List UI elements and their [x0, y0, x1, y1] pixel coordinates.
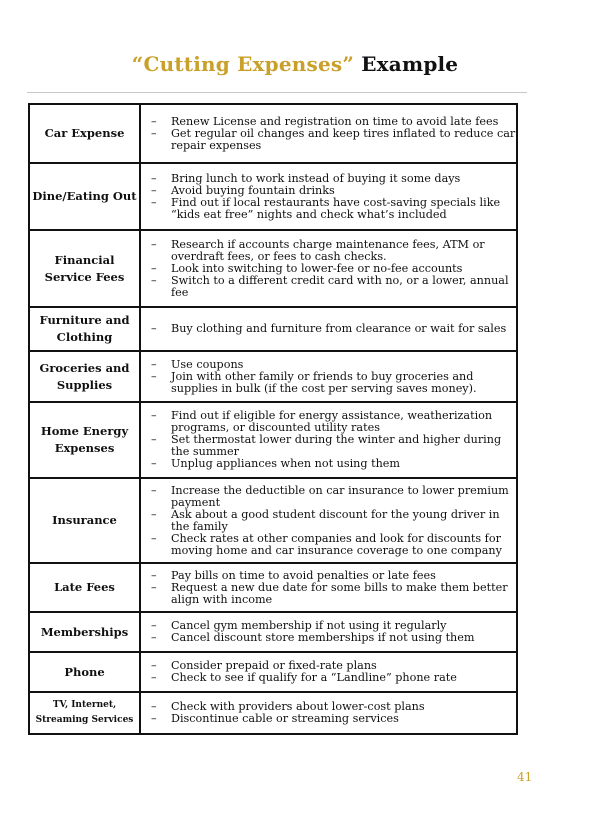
page-title [0, 52, 590, 76]
category-cell: Financial Service Fees [29, 230, 140, 307]
tips-cell [140, 230, 517, 307]
tip-text: Look into switching to lower-fee or no-fee accounts [171, 261, 463, 275]
list-item [141, 632, 516, 644]
tips-cell [140, 692, 517, 734]
tips-cell [140, 307, 517, 351]
list-item [141, 582, 516, 606]
list-item [141, 672, 516, 684]
table-row [29, 652, 517, 692]
tips-cell [140, 612, 517, 652]
tips-cell [140, 402, 517, 478]
tips-list [141, 239, 516, 299]
list-item [141, 485, 516, 509]
dash-bullet-icon: – [151, 671, 157, 684]
dash-bullet-icon: – [151, 409, 157, 422]
tip-text: Research if accounts charge maintenance fees, ATM or overdraft fees, or fees to cash checks. [171, 237, 485, 263]
table-row [29, 692, 517, 734]
tips-list [141, 485, 516, 557]
tip-text: Check rates at other companies and look for discounts for moving home and car insurance coverage to one company [171, 531, 502, 557]
table-row [29, 307, 517, 351]
list-item [141, 434, 516, 458]
title-highlight: Cutting Expenses [143, 52, 343, 76]
tips-list [141, 570, 516, 606]
expenses-table-body [29, 104, 517, 734]
category-cell: Phone [29, 652, 140, 692]
page-number: 41 [517, 770, 533, 784]
dash-bullet-icon: – [151, 483, 157, 497]
tip-text: Join with other family or friends to buy groceries and supplies in bulk (if the cost per serving saves money). [171, 369, 477, 395]
tip-text: Use coupons [171, 357, 244, 371]
tips-list [141, 660, 516, 684]
dash-bullet-icon: – [151, 369, 157, 383]
table-row [29, 402, 517, 478]
dash-bullet-icon: – [151, 531, 157, 545]
list-item [141, 713, 516, 725]
dash-bullet-icon: – [151, 700, 157, 713]
table-row [29, 104, 517, 163]
table-row [29, 163, 517, 230]
tip-text: Switch to a different credit card with no, or a lower, annual fee [171, 273, 509, 299]
category-cell: Late Fees [29, 563, 140, 612]
tip-text: Renew License and registration on time to avoid late fees [171, 114, 499, 128]
dash-bullet-icon: – [151, 631, 157, 644]
list-item [141, 128, 516, 152]
list-item [141, 533, 516, 557]
list-item [141, 275, 516, 299]
tip-text: Check with providers about lower-cost plans [171, 700, 425, 713]
dash-bullet-icon: – [151, 126, 157, 140]
tip-text: Request a new due date for some bills to make them better align with income [171, 580, 508, 606]
category-cell: Furniture and Clothing [29, 307, 140, 351]
tips-list [141, 359, 516, 395]
list-item [141, 197, 516, 221]
list-item [141, 239, 516, 263]
title-divider [27, 92, 527, 93]
dash-bullet-icon: – [151, 171, 157, 185]
dash-bullet-icon: – [151, 261, 157, 275]
category-cell: Home Energy Expenses [29, 402, 140, 478]
table-row [29, 612, 517, 652]
dash-bullet-icon: – [151, 114, 157, 128]
tips-cell [140, 104, 517, 163]
list-item [141, 458, 516, 470]
list-item [141, 371, 516, 395]
tips-list [141, 323, 516, 335]
tip-text: Find out if eligible for energy assistance, weatherization programs, or discounted utility rates [171, 409, 493, 434]
tip-text: Pay bills on time to avoid penalties or late fees [171, 568, 436, 582]
title-open-quote: “ [131, 52, 144, 76]
list-item [141, 509, 516, 533]
category-cell: Car Expense [29, 104, 140, 163]
dash-bullet-icon: – [151, 580, 157, 594]
tip-text: Consider prepaid or fixed-rate plans [171, 659, 377, 672]
tips-list [141, 116, 516, 152]
tip-text: Bring lunch to work instead of buying it some days [171, 171, 461, 185]
title-suffix: Example [354, 52, 459, 76]
dash-bullet-icon: – [151, 659, 157, 672]
tip-text: Buy clothing and furniture from clearance or wait for sales [171, 322, 507, 335]
tip-text: Increase the deductible on car insurance to lower premium payment [171, 483, 509, 509]
list-item [141, 323, 516, 335]
dash-bullet-icon: – [151, 507, 157, 521]
dash-bullet-icon: – [151, 183, 157, 197]
category-cell: Insurance [29, 478, 140, 563]
category-cell: Groceries and Supplies [29, 351, 140, 402]
tips-list [141, 173, 516, 221]
tip-text: Set thermostat lower during the winter and higher during the summer [171, 433, 502, 458]
tips-cell [140, 563, 517, 612]
tip-text: Get regular oil changes and keep tires inflated to reduce car repair expenses [171, 126, 516, 152]
category-cell: Memberships [29, 612, 140, 652]
tip-text: Ask about a good student discount for the young driver in the family [171, 507, 500, 533]
tip-text: Check to see if qualify for a “Landline” phone rate [171, 671, 457, 684]
tips-cell [140, 478, 517, 563]
tip-text: Cancel gym membership if not using it regularly [171, 619, 447, 632]
tip-text: Unplug appliances when not using them [171, 457, 401, 470]
category-cell: TV, Internet, Streaming Services [29, 692, 140, 734]
table-row [29, 478, 517, 563]
category-cell: Dine/Eating Out [29, 163, 140, 230]
tip-text: Find out if local restaurants have cost-saving specials like “kids eat free” nights and check what’s included [171, 195, 501, 221]
tip-text: Cancel discount store memberships if not using them [171, 631, 475, 644]
tips-list [141, 410, 516, 470]
table-row [29, 351, 517, 402]
tip-text: Avoid buying fountain drinks [171, 183, 335, 197]
expenses-table [28, 103, 518, 735]
dash-bullet-icon: – [151, 322, 157, 335]
tip-text: Discontinue cable or streaming services [171, 712, 399, 725]
dash-bullet-icon: – [151, 357, 157, 371]
dash-bullet-icon: – [151, 457, 157, 470]
dash-bullet-icon: – [151, 568, 157, 582]
dash-bullet-icon: – [151, 433, 157, 446]
tips-list [141, 701, 516, 725]
dash-bullet-icon: – [151, 712, 157, 725]
title-close-quote: ” [342, 52, 355, 76]
dash-bullet-icon: – [151, 273, 157, 287]
table-row [29, 563, 517, 612]
list-item [141, 410, 516, 434]
tips-cell [140, 652, 517, 692]
tips-cell [140, 351, 517, 402]
dash-bullet-icon: – [151, 237, 157, 251]
dash-bullet-icon: – [151, 619, 157, 632]
dash-bullet-icon: – [151, 195, 157, 209]
table-row [29, 230, 517, 307]
tips-list [141, 620, 516, 644]
tips-cell [140, 163, 517, 230]
